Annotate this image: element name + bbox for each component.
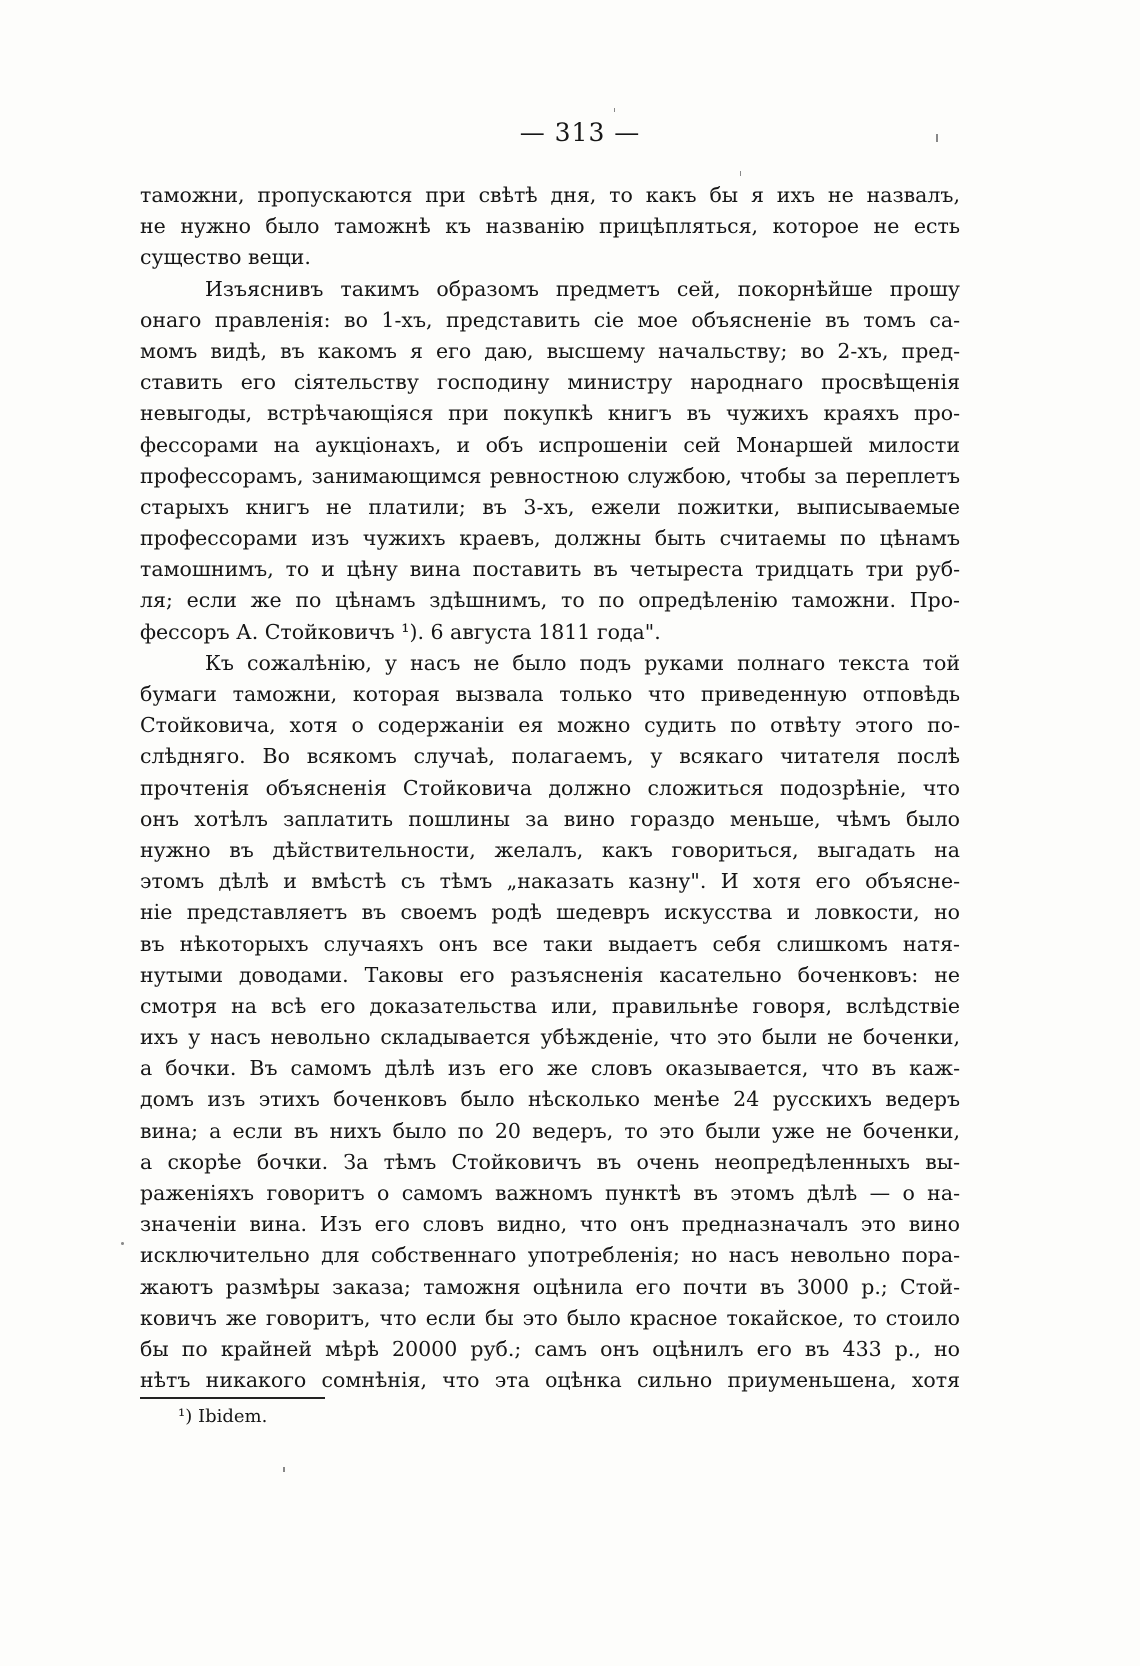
text-line: значеніи вина. Изъ его словъ видно, что онъ предназначалъ это вино [140, 1212, 960, 1237]
text-line: ставить его сіятельству господину министру народнаго просвѣщенія [140, 370, 960, 395]
body-text [140, 180, 960, 1396]
text-line: исключительно для собственнаго употребленія; но насъ невольно пора- [140, 1243, 960, 1268]
scan-speck [283, 1467, 285, 1472]
text-line: бумаги таможни, которая вызвала только что приведенную отповѣдь [140, 682, 960, 706]
text-line: Къ сожалѣнію, у насъ не было подъ руками полнаго текста той [205, 650, 960, 675]
text-line: таможни, пропускаются при свѣтѣ дня, то какъ бы я ихъ не назвалъ, [140, 183, 960, 207]
scan-speck [121, 1242, 124, 1245]
text-line: ихъ у насъ невольно складывается убѣжденіе, что это были не боченки, [140, 1025, 960, 1050]
text-line: нѣтъ никакого сомнѣнія, что эта оцѣнка сильно приуменьшена, хотя [140, 1368, 960, 1393]
page-number: — 313 — [519, 118, 641, 147]
text-line: нутыми доводами. Таковы его разъясненія касательно боченковъ: не [140, 962, 960, 987]
text-line: смотря на всѣ его доказательства или, правильнѣе говоря, вслѣдствіе [140, 993, 960, 1018]
text-line: а бочки. Въ самомъ дѣлѣ изъ его же словъ оказывается, что въ каж- [140, 1056, 960, 1081]
text-line: нужно въ дѣйствительности, желалъ, какъ говориться, выгадать на [140, 837, 960, 862]
text-line: старыхъ книгъ не платили; въ 3-хъ, ежели пожитки, выписываемые [140, 494, 960, 519]
text-line: момъ видѣ, въ какомъ я его даю, высшему начальству; во 2-хъ, пред- [140, 338, 960, 363]
text-line: прочтенія объясненія Стойковича должно сложиться подозрѣніе, что [140, 775, 960, 800]
text-line: онаго правленія: во 1-хъ, представить сіе мое объясненіе въ томъ са- [140, 307, 960, 332]
scan-speck [614, 108, 615, 112]
scan-speck [936, 134, 938, 142]
text-line: жаютъ размѣры заказа; таможня оцѣнила его почти въ 3000 р.; Стой- [140, 1274, 960, 1299]
text-line: фессорами на аукціонахъ, и объ испрошеніи сей Монаршей милости [140, 432, 960, 457]
text-line: въ нѣкоторыхъ случаяхъ онъ все таки выдаетъ себя слишкомъ натя- [140, 931, 960, 956]
text-line: не нужно было таможнѣ къ названію прицѣпляться, которое не есть [140, 214, 960, 239]
text-line: ковичъ же говоритъ, что если бы это было красное токайское, то стоило [140, 1305, 960, 1330]
text-line: слѣдняго. Во всякомъ случаѣ, полагаемъ, у всякаго читателя послѣ [140, 744, 960, 769]
text-line: существо вещи. [140, 245, 311, 270]
text-line: раженіяхъ говоритъ о самомъ важномъ пунктѣ въ этомъ дѣлѣ — о на- [140, 1181, 960, 1205]
text-line: вина; а если въ нихъ было по 20 ведеръ, то это были уже не боченки, [140, 1118, 960, 1143]
footnote-divider [140, 1397, 325, 1399]
text-line: Стойковича, хотя о содержаніи ея можно судить по отвѣту этого по- [140, 713, 960, 738]
text-line: тамошнимъ, то и цѣну вина поставить въ четыреста тридцать три руб- [140, 557, 960, 582]
footnote: ¹) Ibidem. [178, 1406, 268, 1427]
text-line: онъ хотѣлъ заплатить пошлины за вино гораздо меньше, чѣмъ было [140, 806, 960, 831]
text-line: фессоръ А. Стойковичъ ¹). 6 августа 1811 года". [140, 619, 661, 644]
text-line: бы по крайней мѣрѣ 20000 руб.; самъ онъ оцѣнилъ его въ 433 р., но [140, 1336, 960, 1361]
text-line: ля; если же по цѣнамъ здѣшнимъ, то по опредѣленію таможни. Про- [140, 588, 960, 613]
text-line: этомъ дѣлѣ и вмѣстѣ съ тѣмъ „наказать казну". И хотя его объясне- [140, 869, 960, 894]
text-line: ніе представляетъ въ своемъ родѣ шедевръ искусства и ловкости, но [140, 900, 960, 925]
text-line: невыгоды, встрѣчающіяся при покупкѣ книгъ въ чужихъ краяхъ про- [140, 401, 960, 426]
text-line: а скорѣе бочки. За тѣмъ Стойковичъ въ очень неопредѣленныхъ вы- [140, 1149, 960, 1174]
text-line: профессорамъ, занимающимся ревностною службою, чтобы за переплетъ [140, 463, 960, 488]
text-line: Изъяснивъ такимъ образомъ предметъ сей, покорнѣйше прошу [205, 276, 960, 301]
scan-speck [740, 171, 741, 176]
text-line: домъ изъ этихъ боченковъ было нѣсколько менѣе 24 русскихъ ведеръ [140, 1087, 960, 1112]
text-line: профессорами изъ чужихъ краевъ, должны быть считаемы по цѣнамъ [140, 526, 960, 551]
